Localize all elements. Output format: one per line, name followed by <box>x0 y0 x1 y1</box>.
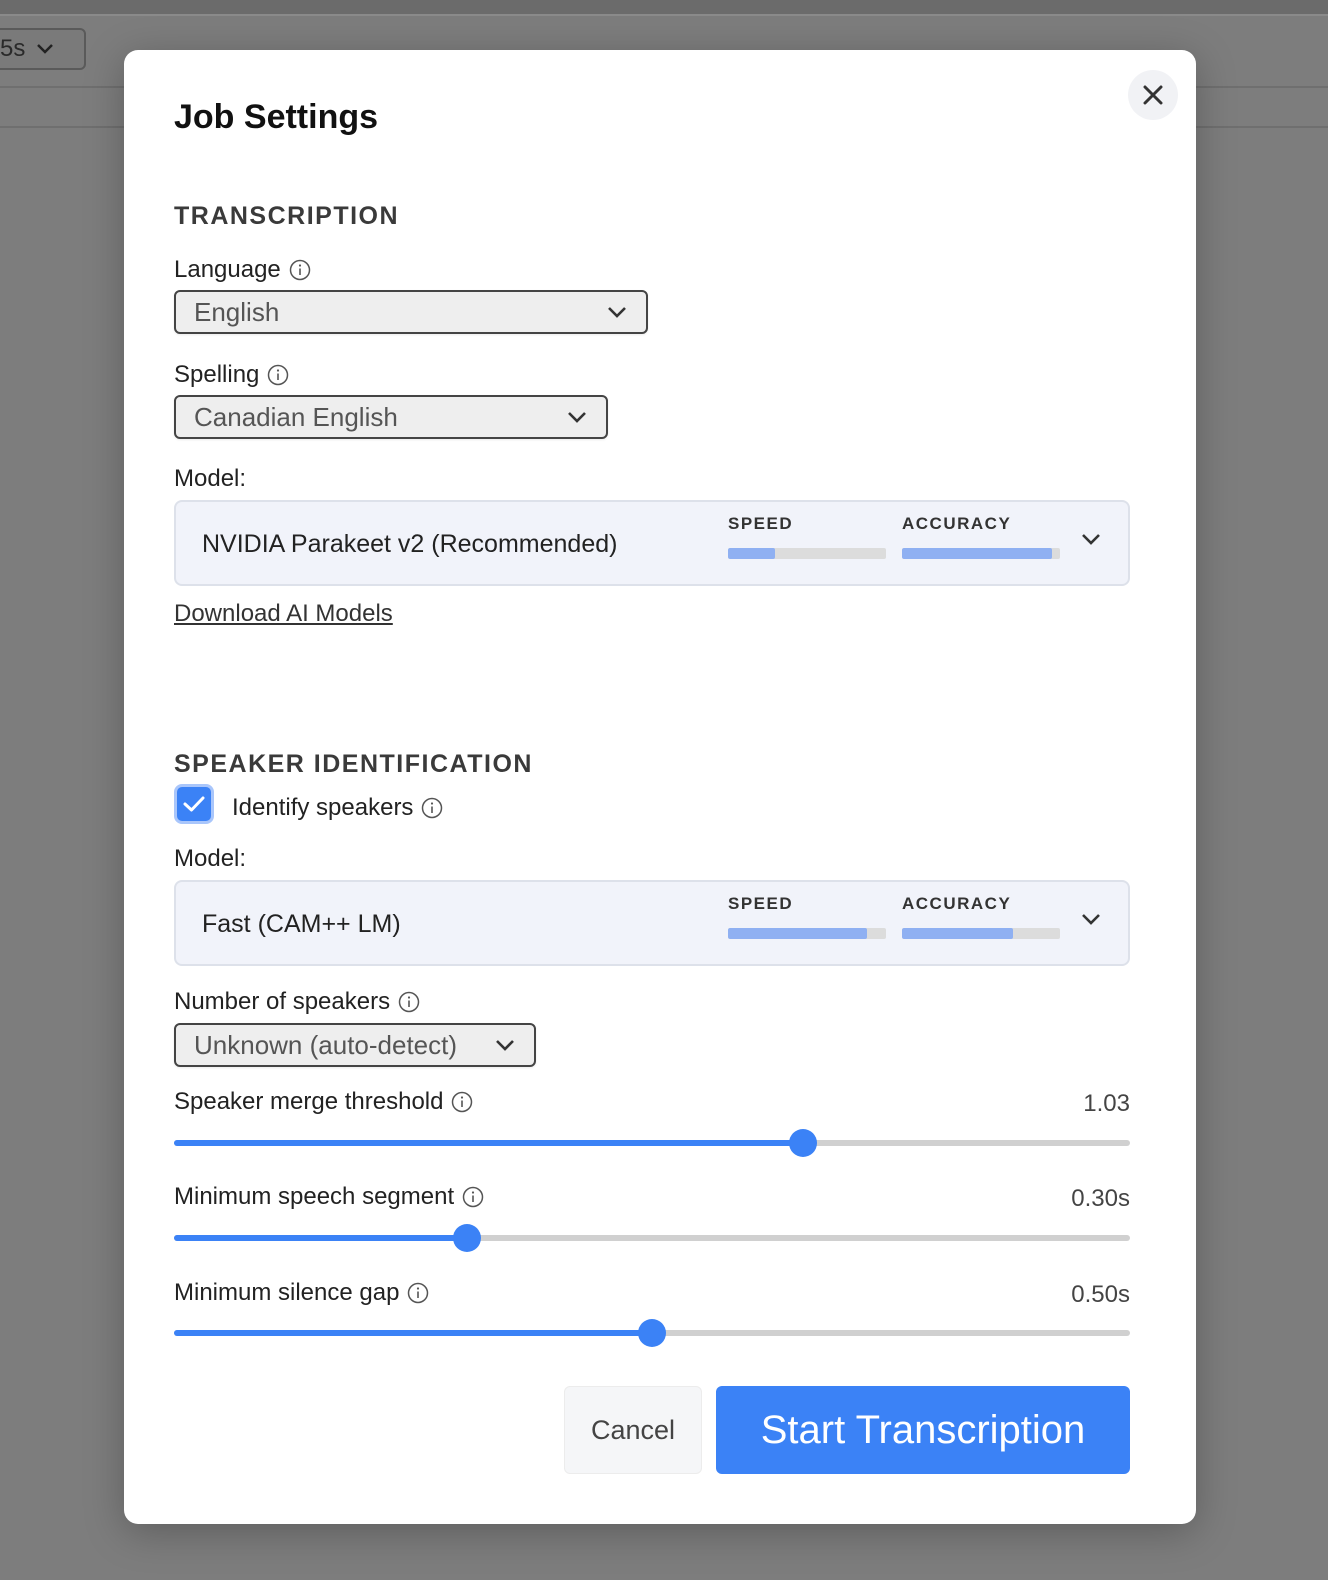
job-settings-dialog <box>124 50 1196 1524</box>
transcription-model-label: Model: <box>174 465 247 492</box>
chevron-down-icon <box>1080 532 1102 546</box>
chevron-down-icon <box>35 42 55 56</box>
spelling-value: Canadian English <box>194 401 398 432</box>
info-icon[interactable] <box>462 1186 484 1208</box>
min-speech-segment-row <box>174 1183 484 1211</box>
transcription-model-name: NVIDIA Parakeet v2 (Recommended) <box>202 530 618 558</box>
spelling-select[interactable] <box>174 395 608 439</box>
speaker-model-name: Fast (CAM++ LM) <box>202 910 401 938</box>
slider-thumb[interactable] <box>453 1224 481 1252</box>
min-silence-gap-row <box>174 1279 429 1307</box>
number-of-speakers-label: Number of speakers <box>174 988 391 1015</box>
min-silence-gap-label: Minimum silence gap <box>174 1279 400 1306</box>
speed-label: SPEED <box>728 514 794 533</box>
number-of-speakers-select[interactable] <box>174 1023 536 1067</box>
chevron-down-icon <box>606 305 628 319</box>
background-divider <box>1195 86 1328 88</box>
chevron-down-icon <box>566 410 588 424</box>
accuracy-meter <box>902 548 1060 559</box>
spelling-label: Spelling <box>174 361 260 388</box>
min-silence-gap-slider[interactable] <box>174 1321 1130 1345</box>
min-speech-segment-value: 0.30s <box>1071 1185 1130 1212</box>
accuracy-meter-fill <box>902 548 1052 559</box>
transcription-heading: TRANSCRIPTION <box>174 202 400 230</box>
slider-fill <box>174 1235 467 1241</box>
speaker-identification-heading: SPEAKER IDENTIFICATION <box>174 750 533 778</box>
background-divider <box>0 86 124 88</box>
language-label: Language <box>174 256 281 283</box>
accuracy-meter <box>902 928 1060 939</box>
language-select[interactable] <box>174 290 648 334</box>
info-icon[interactable] <box>451 1091 473 1113</box>
number-of-speakers-row <box>174 988 420 1016</box>
accuracy-meter-fill <box>902 928 1013 939</box>
merge-threshold-row <box>174 1088 473 1116</box>
slider-thumb[interactable] <box>789 1129 817 1157</box>
accuracy-label: ACCURACY <box>902 894 1012 913</box>
checkmark-icon <box>182 794 206 814</box>
number-of-speakers-value: Unknown (auto-detect) <box>194 1029 458 1060</box>
slider-thumb[interactable] <box>638 1319 666 1347</box>
speaker-model-label: Model: <box>174 845 247 872</box>
slider-fill <box>174 1140 803 1146</box>
merge-threshold-slider[interactable] <box>174 1131 1130 1155</box>
merge-threshold-value: 1.03 <box>1083 1090 1130 1117</box>
cancel-button[interactable]: Cancel <box>564 1386 702 1474</box>
background-interval-value: 5s <box>0 35 26 62</box>
min-speech-segment-label: Minimum speech segment <box>174 1183 455 1210</box>
info-icon[interactable] <box>398 991 420 1013</box>
info-icon[interactable] <box>267 364 289 386</box>
download-ai-models-link[interactable]: Download AI Models <box>174 600 393 627</box>
speed-meter <box>728 548 886 559</box>
min-speech-segment-slider[interactable] <box>174 1226 1130 1250</box>
identify-speakers-row <box>232 794 443 822</box>
slider-track <box>174 1140 1130 1146</box>
min-silence-gap-value: 0.50s <box>1071 1281 1130 1308</box>
chevron-down-icon <box>1080 912 1102 926</box>
speaker-model-select[interactable] <box>174 880 1130 966</box>
background-interval-select <box>0 28 86 70</box>
close-icon <box>1142 84 1164 106</box>
accuracy-label: ACCURACY <box>902 514 1012 533</box>
background-top-bar <box>0 0 1328 16</box>
merge-threshold-label: Speaker merge threshold <box>174 1088 444 1115</box>
info-icon[interactable] <box>421 797 443 819</box>
speed-meter-fill <box>728 548 775 559</box>
info-icon[interactable] <box>289 259 311 281</box>
slider-fill <box>174 1330 652 1336</box>
speed-label: SPEED <box>728 894 794 913</box>
spelling-label-row <box>174 361 289 389</box>
speed-meter-fill <box>728 928 867 939</box>
start-transcription-button[interactable]: Start Transcription <box>716 1386 1130 1474</box>
transcription-model-select[interactable] <box>174 500 1130 586</box>
dialog-title: Job Settings <box>174 98 379 136</box>
identify-speakers-checkbox[interactable] <box>174 784 214 824</box>
chevron-down-icon <box>494 1038 516 1052</box>
language-value: English <box>194 296 280 327</box>
slider-track <box>174 1235 1130 1241</box>
speed-meter <box>728 928 886 939</box>
identify-speakers-label: Identify speakers <box>232 794 414 821</box>
language-label-row <box>174 256 311 284</box>
close-button[interactable] <box>1128 70 1178 120</box>
info-icon[interactable] <box>407 1282 429 1304</box>
